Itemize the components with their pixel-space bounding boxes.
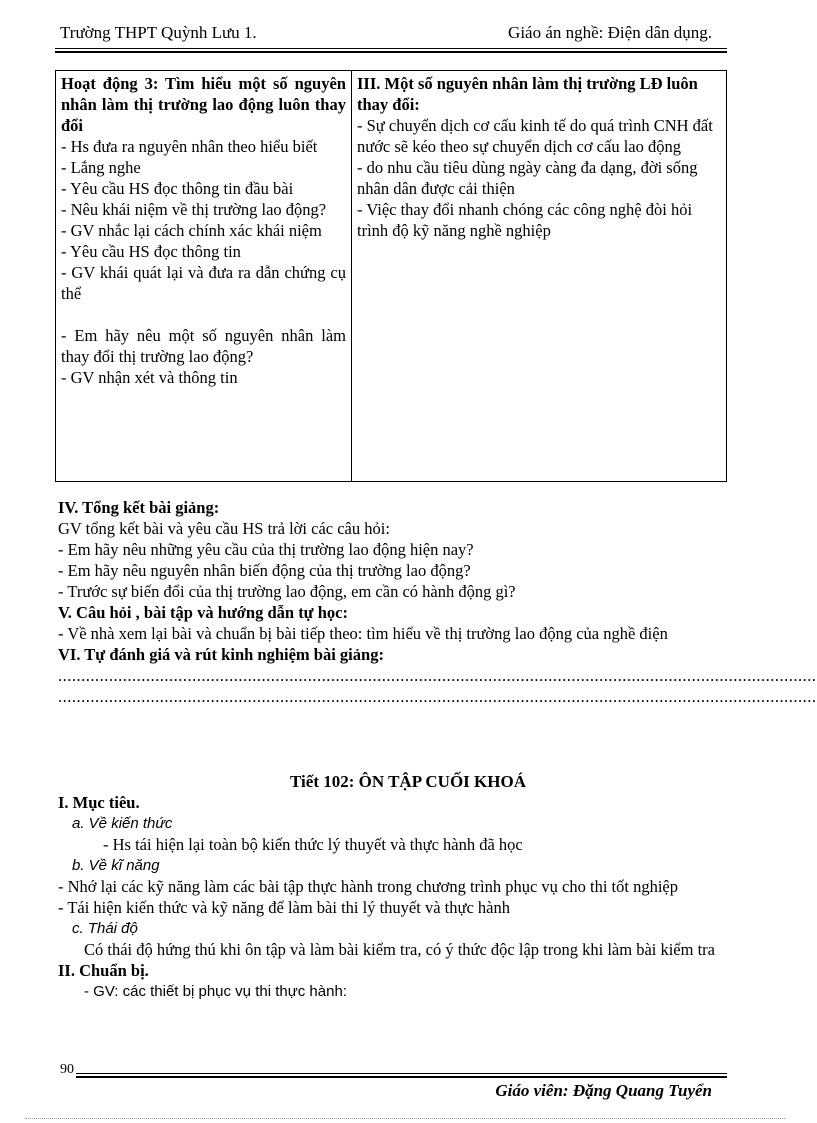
spacer <box>61 304 346 325</box>
activity-table <box>55 70 727 482</box>
list-item: - do nhu cầu tiêu dùng ngày càng đa dạng, đời sống nhân dân được cải thiện <box>357 158 698 198</box>
lesson-section <box>58 792 718 1002</box>
paragraph: - Về nhà xem lại bài và chuẩn bị bài tiếp theo: tìm hiểu về thị trường lao động của nghề điện <box>58 624 668 643</box>
section-heading: I. Mục tiêu. <box>58 793 140 812</box>
list-item: - Em hãy nêu những yêu cầu của thị trường lao động hiện nay? <box>58 540 474 559</box>
paragraph: - Nhớ lại các kỹ năng làm các bài tập thực hành trong chương trình phục vụ cho thi tốt nghiệp <box>58 877 678 896</box>
header-school: Trường THPT Quỳnh Lưu 1. <box>60 23 257 42</box>
list-item: - Yêu cầu HS đọc thông tin đầu bài <box>61 179 294 198</box>
list-item: - GV nhắc lại cách chính xác khái niệm <box>61 221 322 240</box>
subheading: b. Về kĩ năng <box>72 857 160 874</box>
list-item: - Em hãy nêu nguyên nhân biến động của thị trường lao động? <box>58 561 471 580</box>
list-item: - Lắng nghe <box>61 158 141 177</box>
dotted-line: .................................................................................................................................................................... <box>58 666 817 685</box>
table-row <box>56 71 727 482</box>
dotted-line: .................................................................................................................................................................... <box>58 687 817 706</box>
teacher-activity-cell <box>56 71 352 482</box>
section-heading: IV. Tổng kết bài giảng: <box>58 498 220 517</box>
paragraph: Có thái độ hứng thú khi ôn tập và làm bài kiểm tra, có ý thức độc lập trong khi làm bài kiểm tra <box>84 940 715 959</box>
content-cell <box>352 71 727 482</box>
list-item: - Việc thay đổi nhanh chóng các công nghệ đòi hỏi trình độ kỹ năng nghề nghiệp <box>357 200 693 240</box>
list-item: - Sự chuyển dịch cơ cấu kinh tế do quá trình CNH đất nước sẽ kéo theo sự chuyển dịch cơ cấu lao động <box>357 116 713 156</box>
subheading: c. Thái độ <box>72 920 138 937</box>
lesson-title: Tiết 102: ÔN TẬP CUỐI KHOÁ <box>290 772 526 791</box>
footer-rule-thick <box>76 1076 727 1078</box>
section-heading: VI. Tự đánh giá và rút kinh nghiệm bài giảng: <box>58 645 384 664</box>
footer-teacher: Giáo viên: Đặng Quang Tuyển <box>495 1081 712 1100</box>
list-item: - Yêu cầu HS đọc thông tin <box>61 242 241 261</box>
header-rule <box>55 48 727 49</box>
list-item: - GV: các thiết bị phục vụ thi thực hành: <box>84 983 347 1000</box>
header-subject: Giáo án nghề: Điện dân dụng. <box>508 23 712 42</box>
section-heading: II. Chuẩn bị. <box>58 961 149 980</box>
page-number: 90 <box>60 1062 74 1077</box>
list-item: - GV nhận xét và thông tin <box>61 368 238 387</box>
activity-heading: Hoạt động 3: Tìm hiểu một số nguyên nhân làm thị trường lao động luôn thay đổi <box>61 74 346 135</box>
list-item: - Hs tái hiện lại toàn bộ kiến thức lý thuyết và thực hành đã học <box>103 835 523 854</box>
list-item: - Em hãy nêu một số nguyên nhân làm thay đổi thị trường lao động? <box>61 326 346 366</box>
subheading: a. Về kiến thức <box>72 815 173 832</box>
list-item: - Nêu khái niệm về thị trường lao động? <box>61 200 327 219</box>
list-item: - GV khái quát lại và đưa ra dẫn chứng cụ thể <box>61 263 346 303</box>
list-item: - Hs đưa ra nguyên nhân theo hiểu biết <box>61 137 318 156</box>
page-edge <box>25 1118 785 1119</box>
paragraph: - Tái hiện kiến thức và kỹ năng để làm bài thi lý thuyết và thực hành <box>58 898 510 917</box>
header-rule-thick <box>55 51 727 53</box>
summary-section <box>58 497 817 707</box>
section-heading: V. Câu hỏi , bài tập và hướng dẫn tự học: <box>58 603 348 622</box>
content-heading: III. Một số nguyên nhân làm thị trường LĐ luôn thay đổi: <box>357 74 698 114</box>
paragraph: GV tổng kết bài và yêu cầu HS trả lời các câu hỏi: <box>58 519 390 538</box>
footer-rule <box>76 1073 727 1074</box>
list-item: - Trước sự biến đổi của thị trường lao động, em cần có hành động gì? <box>58 582 516 601</box>
